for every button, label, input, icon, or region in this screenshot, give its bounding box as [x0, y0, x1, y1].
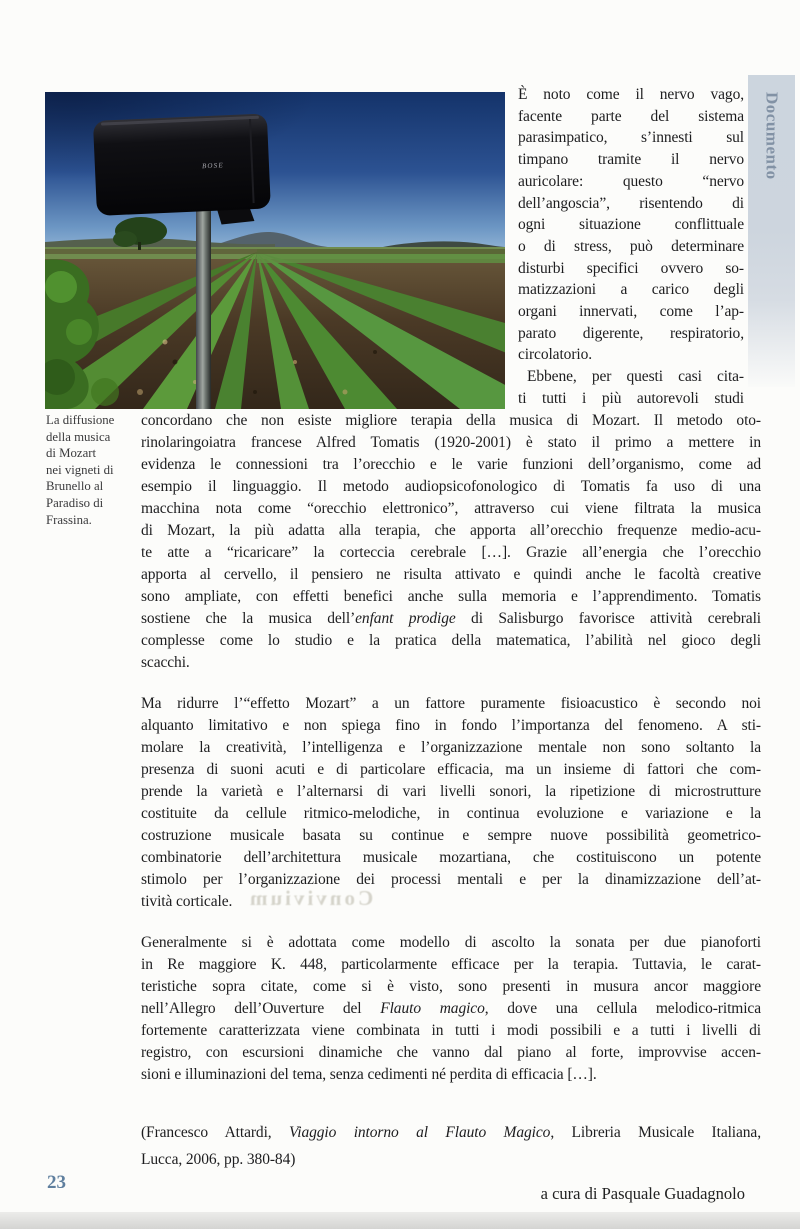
intro-column [518, 84, 744, 410]
text-line: organi innervati, come l’ap- [518, 303, 744, 321]
text-line: registro, con escursioni dinamiche che vanno dal piano al forte, improvvise accen- [141, 1044, 761, 1061]
speaker-body [93, 113, 271, 215]
text-line: nei vigneti di [46, 462, 114, 477]
text-line: macchina nota come “orecchio elettronico”, attraverso cui viene filtrata la musica [141, 500, 761, 517]
text-line: Lucca, 2006, pp. 380-84) [141, 1151, 296, 1168]
text-line: È noto come il nervo vago, [518, 86, 744, 103]
text-line: presenza di suoni acuti e di particolare efficacia, ma un insieme di fattori che com- [141, 761, 761, 778]
text-line: Frassina. [46, 512, 92, 527]
page-number: 23 [47, 1172, 66, 1193]
text-line: auricolare: questo “nervo [518, 172, 744, 190]
text-line: Paradiso di [46, 495, 104, 510]
text-line: o di stress, può determinare [518, 237, 744, 255]
intro-paragraph-1 [518, 84, 744, 366]
text-line: Ebbene, per questi casi cita- [527, 368, 744, 386]
text-line: te atte a “ricaricare” la corteccia cerebrale […]. Grazie all’energia che l’orecchio [141, 544, 761, 561]
text-line: sostiene che la musica dell’enfant prodige di Salisburgo favorisce attività cerebrali [141, 610, 761, 627]
text-line: evidenza le connessioni tra l’orecchio e le varie funzioni dell’organismo, come ad [141, 456, 761, 473]
text-line: teristiche sopra citate, come si è visto, sono presenti in musura ancor maggiore [141, 978, 761, 995]
text-line: concordano che non esiste migliore terapia della musica di Mozart. Il metodo oto- [141, 412, 761, 429]
citation [141, 1119, 761, 1173]
text-line: sono ampliate, con effetti benefici anche sulla memoria e l’apprendimento. Tomatis [141, 588, 761, 605]
text-line: sioni e illuminazioni del tema, senza cedimenti né perdita di efficacia […]. [141, 1066, 597, 1083]
vineyard-photo [45, 92, 505, 409]
speaker-pole [196, 210, 211, 409]
body-paragraph-3 [141, 932, 761, 1086]
text-line: Generalmente si è adottata come modello di ascolto la sonata per due pianoforti [141, 934, 761, 951]
text-line: La diffusione [46, 413, 115, 427]
text-line: di Mozart [46, 446, 97, 461]
text-line: in Re maggiore K. 448, particolarmente efficace per la terapia. Tuttavia, le carat- [141, 956, 761, 973]
text-line: parasimpatico, s’innesti sul [518, 129, 744, 147]
text-line: Brunello al [46, 479, 104, 494]
text-line: nell’Allegro dell’Ouverture del Flauto magico, dove una cellula melodico-ritmica [141, 1000, 761, 1017]
text-line: stimolo per l’organizzazione dei processi mentali e per la dinamizzazione dell’at- [141, 871, 761, 888]
text-line: disturbi specifici ovvero so- [518, 259, 744, 277]
text-line: molare la creatività, l’intelligenza e l’organizzazione mentale non sono soltanto la [141, 739, 761, 756]
text-line: facente parte del sistema [518, 107, 744, 125]
text-line: esempio il linguaggio. Il metodo audiopsicofonologico di Tomatis fa uso di una [141, 478, 761, 495]
text-line: parato digerente, respiratorio, [518, 324, 744, 342]
text-line: Ma ridurre l’“effetto Mozart” a un fattore puramente fisioacustico è secondo noi [141, 695, 761, 712]
text-line: matizzazioni a carico degli [518, 281, 744, 299]
intro-paragraph-2 [518, 366, 744, 409]
text-line: circolatorio. [518, 346, 593, 364]
speaker-brand-label: BOSE [201, 161, 225, 171]
text-line: della musica [46, 429, 111, 444]
body-paragraph-2 [141, 693, 761, 913]
text-line: apporta al cervello, il pensiero ne risulta attivato e quindi anche le facoltà creative [141, 566, 761, 583]
scan-edge [0, 1212, 800, 1229]
text-line: costituite da cellule ritmico-melodiche, in continua evoluzione e variazione e la [141, 805, 761, 822]
text-line: prende la varietà e l’alternarsi di vari livelli sonori, la ripetizione di microstrutture [141, 783, 761, 800]
section-tab-documento [748, 75, 795, 387]
text-line: rinolaringoiatra francese Alfred Tomatis (1920-2001) è stato il primo a mettere in [141, 434, 761, 451]
text-line: combinatorie dell’architettura musicale mozartiana, che costituiscono un potente [141, 849, 761, 866]
text-line: costruzione musicale basata su continue e sempre nuove possibilità geometrico- [141, 827, 761, 844]
text-line: ti tutti i più autorevoli studi [518, 389, 744, 407]
body-text [141, 410, 761, 1086]
editor-credit: a cura di Pasquale Guadagnolo [540, 1184, 745, 1203]
photo-caption [46, 412, 148, 528]
body-paragraph-1 [141, 410, 761, 674]
text-line: (Francesco Attardi, Viaggio intorno al Flauto Magico, Libreria Musicale Italiana, [141, 1124, 761, 1141]
bleed-through-text: Convivium [247, 886, 374, 910]
text-line: fortemente caratterizzata viene combinata in tutti i modi possibili e a tutti i livelli di [141, 1022, 761, 1039]
text-line: dell’angoscia”, risentendo di [518, 194, 744, 212]
text-line: alquanto limitativo e non spiega fino in fondo l’importanza del fenomeno. A sti- [141, 717, 761, 734]
text-line: ogni situazione conflittuale [518, 216, 744, 234]
text-line: complesse come lo studio e la pratica della matematica, l’abilità nel gioco degli [141, 632, 761, 649]
text-line: scacchi. [141, 654, 190, 671]
text-line: tività corticale. [141, 893, 233, 910]
vineyard-photo-illustration [45, 92, 505, 409]
text-line: timpano tramite il nervo [518, 151, 744, 169]
text-line: di Mozart, la più adatta alla terapia, che apporta all’orecchio frequenze medio-acu- [141, 522, 761, 539]
section-tab-label: Documento [762, 92, 782, 180]
